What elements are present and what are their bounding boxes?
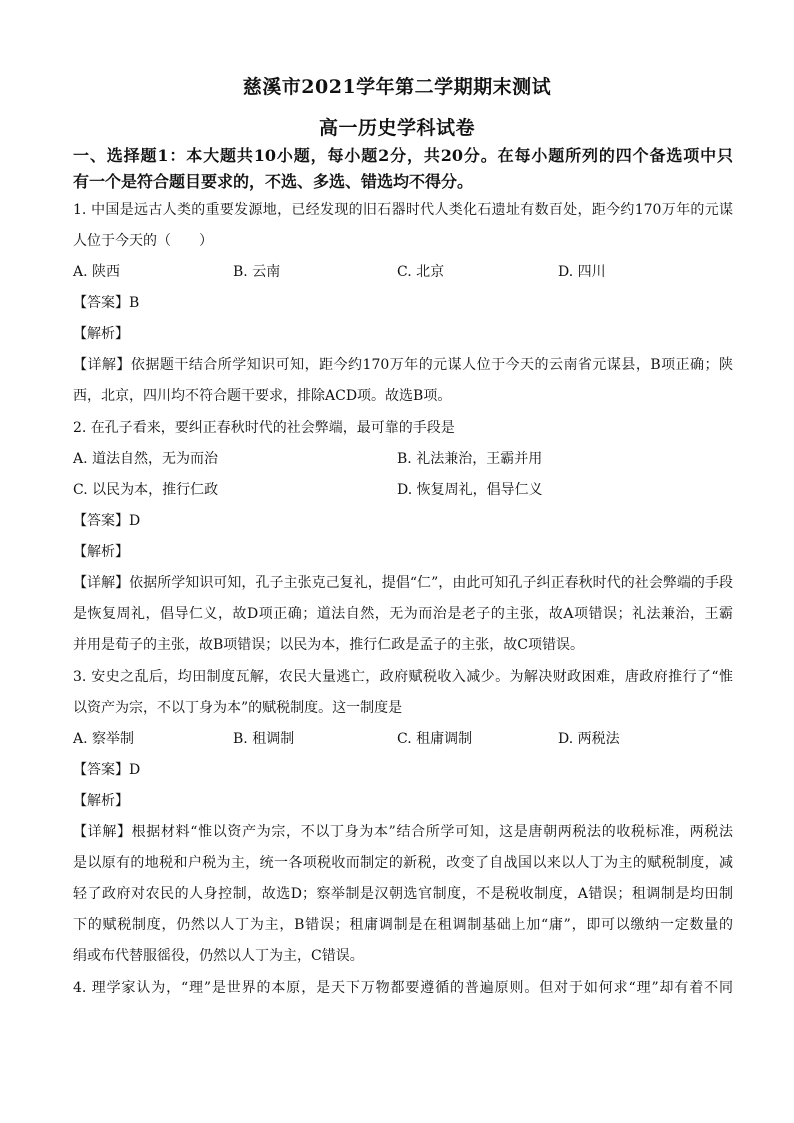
q3-answer: 【答案】D [73,762,141,778]
q2-detail-line-3: 并用是荀子的主张，故B项错误；以民为本，推行仁政是孟子的主张，故C项错误。 [73,637,584,653]
q1-detail-line-2: 西，北京，四川均不符合题干要求，排除ACD项。故选B项。 [73,388,452,404]
q3-analysis-label: 【解析】 [73,793,129,809]
q1-analysis-label: 【解析】 [73,326,129,342]
q3-detail-line-2: 是以原有的地税和户税为主，统一各项税收而制定的新税，改变了自战国以来以人丁为主的赋税制度，减 [73,855,733,871]
q1-option-d: D. 四川 [558,264,606,280]
q3-detail-line-4: 下的赋税制度，仍然以人丁为主，B错误；租庸调制是在租调制基础上加“庸”，即可以缴纳一定数量的 [73,917,733,933]
q2-option-a: A. 道法自然，无为而治 [73,451,219,467]
q2-detail-line-2: 是恢复周礼，倡导仁义，故D项正确；道法自然，无为而治是老子的主张，故A项错误；礼法兼治，王霸 [73,606,733,622]
q1-stem-line-1: 1. 中国是远古人类的重要发源地，已经发现的旧石器时代人类化石遗址有数百处，距今约170万年的元谋 [73,202,733,218]
q2-answer: 【答案】D [73,513,141,529]
q4-stem-line-1: 4. 理学家认为，“理”是世界的本原，是天下万物都要遵循的普遍原则。但对于如何求“理”却有着不同 [73,980,733,996]
section-heading-line-2: 有一个是符合题目要求的，不选、多选、错选均不得分。 [73,172,474,191]
q3-option-d: D. 两税法 [558,731,620,747]
q1-option-b: B. 云南 [233,264,281,280]
q1-answer: 【答案】B [73,295,140,311]
exam-subtitle: 高一历史学科试卷 [318,117,475,139]
q3-option-b: B. 租调制 [233,731,295,747]
q1-option-c: C. 北京 [397,264,445,280]
q3-detail-line-1: 【详解】根据材料“惟以资产为宗，不以丁身为本”结合所学可知，这是唐朝两税法的收税标准，两税法 [73,824,733,840]
q1-option-a: A. 陕西 [73,264,121,280]
section-heading-line-1: 一、选择题1：本大题共10小题，每小题2分，共20分。在每小题所列的四个备选项中只 [73,146,733,165]
q3-detail-line-5: 绢或布代替服徭役，仍然以人丁为主，C错误。 [73,948,364,964]
q2-detail-line-1: 【详解】依据所学知识可知，孔子主张克己复礼，提倡“仁”，由此可知孔子纠正春秋时代的社会弊端的手段 [73,575,733,591]
q3-detail-line-3: 轻了政府对农民的人身控制，故选D；察举制是汉朝选官制度，不是税收制度，A错误；租调制是均田制 [73,886,733,902]
q2-option-c: C. 以民为本，推行仁政 [73,482,219,498]
q1-stem-line-2: 人位于今天的（ ） [73,233,213,249]
q2-analysis-label: 【解析】 [73,544,129,560]
q2-stem-line-1: 2. 在孔子看来，要纠正春秋时代的社会弊端，最可靠的手段是 [73,420,455,436]
q3-option-c: C. 租庸调制 [397,731,473,747]
q1-detail-line-1: 【详解】依据题干结合所学知识可知，距今约170万年的元谋人位于今天的云南省元谋县，B项正确；陕 [73,357,733,373]
q2-option-d: D. 恢复周礼，倡导仁义 [397,482,543,498]
q2-option-b: B. 礼法兼治，王霸并用 [397,451,543,467]
q3-stem-line-2: 以资产为宗，不以丁身为本”的赋税制度。这一制度是 [73,700,403,716]
q3-option-a: A. 察举制 [73,731,135,747]
q3-stem-line-1: 3. 安史之乱后，均田制度瓦解，农民大量逃亡，政府赋税收入减少。为解决财政困难，唐政府推行了“惟 [73,669,733,685]
exam-title: 慈溪市2021学年第二学期期末测试 [242,76,552,98]
